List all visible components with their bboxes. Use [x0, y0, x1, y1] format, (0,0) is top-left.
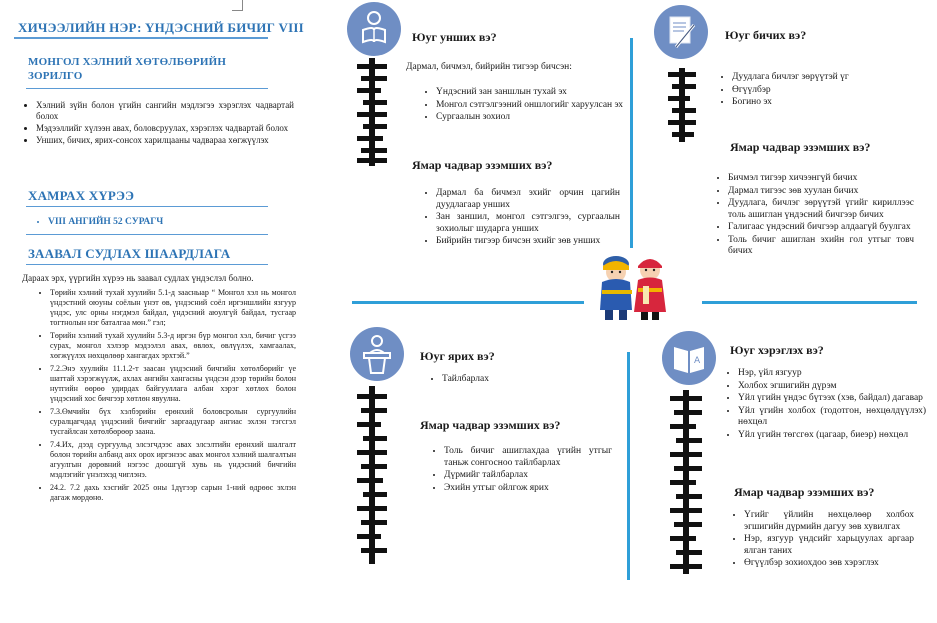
q1-title: Юуг унших вэ?: [412, 30, 497, 44]
list-item: • Зан заншил, монгол сэтгэлгээ, сургаалын зохиолыг шударга унших: [436, 212, 620, 235]
q3-title: Юуг ярих вэ?: [420, 349, 495, 363]
list-item: • Үйл үгийн үндэс бүтээх (хэв, байдал) дагавар: [738, 393, 926, 405]
list-item: • Үндэсний зан заншлын тухай эх: [436, 87, 628, 99]
q2-title: Юуг бичих вэ?: [725, 28, 807, 42]
podium-icon: [350, 327, 404, 381]
list-item: • Дармал ба бичмэл эхийг орчин цагийн дуудлагаар унших: [436, 188, 620, 211]
q4-list: [722, 368, 926, 442]
list-item: • 24.2. 7.2 дахь хэсгийг 2025 оны 1дүгээр сарын 1-ний өдрөөс эхлэн дагаж мөрдөнө.: [50, 483, 296, 503]
list-item: • Галигаас үндэсний бичгээр алдаагүй буулгах: [728, 222, 914, 234]
section1-rule: [26, 88, 268, 89]
list-item: • Эхийн утгыг ойлгож ярих: [444, 483, 612, 495]
q3-skills-title: Ямар чадвар эзэмших вэ?: [420, 418, 561, 432]
left-column: [14, 0, 304, 623]
list-item: • Дармал тигээс зөв хуулан бичих: [728, 186, 914, 198]
divider-horizontal-right: [702, 301, 917, 304]
section1-title: МОНГОЛ ХЭЛНИЙ ХӨТӨЛБӨРИЙН ЗОРИЛГО: [28, 56, 227, 82]
list-item: • Богино эх: [732, 97, 932, 109]
q1-list: [420, 87, 628, 125]
list-item: • Үгийг үйлийн нөхцөлөөр холбох эгшигийн дүрмийн дагуу зөв хувилгах: [744, 510, 914, 533]
divider-vertical-bottom: [627, 352, 630, 580]
list-item: • 7.3.Өмчийн бүх хэлбэрийн ерөнхий боловсролын сургуулийн суралцагчдад үндэсний бичгийг заргаадугаар ангиас эхлэн тэгсгэл тусгайлсан хөтөлбөрөөр заана.: [50, 407, 296, 437]
list-item: • Төрийн хэлний тухай хуулийн 5.1-д заасныар “ Монгол хэл нь монгол үндэстний оюуны соёлын үнэт өв, үндэсний соёл иргэншлийн язгуур үндэс, улс орны нэгдмэл байдал, үндэсний аюулгүй байдал, тусгаар тогтнолын нэг баталгаа мөн.” гэл;: [50, 288, 296, 328]
q3-skills-list: [428, 446, 612, 495]
list-item: • VIII АНГИЙН 52 СУРАГЧ: [48, 217, 278, 227]
mongol-script-decoration-4: [670, 390, 702, 574]
q4-title: Юуг хэрэглэх вэ?: [730, 343, 824, 357]
q2-skills-list: [712, 173, 914, 259]
list-item: • Хэлний зүйн болон үгийн сангийн мэдлэгээ хэрэглэх чадвартай болох: [36, 100, 294, 122]
list-item: • Толь бичиг ашиглахдаа үгийн утгыг таньж сонгосноо тайлбарлах: [444, 446, 612, 469]
list-item: • Тайлбарлах: [442, 374, 622, 386]
list-item: • Үйл үгийн холбох (тодотгон, нөхцөлдүүлэх) нөхцөл: [738, 406, 926, 429]
list-item: • Нэр, үйл язгуур: [738, 368, 926, 380]
writing-icon: [654, 5, 708, 59]
mongol-script-decoration-2: [668, 68, 696, 142]
section2-rule: [26, 206, 268, 207]
children-illustration: [592, 248, 674, 326]
q1-skills-title: Ямар чадвар эзэмших вэ?: [412, 158, 553, 172]
list-item: • Дуудлага бичлэг зөрүүтэй үг: [732, 72, 932, 84]
list-item: • 7.2.Энэ хуулийн 11.1.2-т заасан үндэсний бичгийн хөтөлбөрийг үе шаттай хэрэгжүүлж, ахлах ангийн хангасны үндсэн дээр төрийн болон нутгийн өөрөө удирдах байгууллага албан хэрэг хөтлөх болон үндэсний хос бичгээр хөтлөн явуулна.: [50, 364, 296, 404]
section2-title: ХАМРАХ ХҮРЭЭ: [28, 188, 135, 203]
list-item: • Өгүүлбэр: [732, 85, 932, 97]
list-item: • Үйл үгийн төгсгөх (цагаар, биеэр) нөхцөл: [738, 430, 926, 442]
main-title-rule: [14, 37, 268, 39]
section2-list: [32, 217, 278, 228]
list-item: • Толь бичиг ашиглан эхийн гол утгыг товч бичих: [728, 235, 914, 258]
list-item: • Унших, бичих, ярих-сонсох харилцааны чадвараа хөгжүүлэх: [36, 135, 294, 146]
list-item: • Мэдээллийг хүлээн авах, боловсруулах, хэрэглэх чадвартай болох: [36, 123, 294, 134]
divider-vertical-top: [630, 38, 633, 248]
section1-list: [20, 100, 294, 147]
q1-skills-list: [420, 188, 620, 249]
section2-bottom-rule: [26, 234, 268, 235]
svg-text:A: A: [694, 356, 701, 366]
q1-intro: Дармал, бичмэл, бийрийн тигээр бичсэн:: [406, 62, 572, 72]
q2-skills-title: Ямар чадвар эзэмших вэ?: [730, 140, 871, 154]
list-item: • Нэр, язгуур үндсийг харьцуулах аргаар ялган таних: [744, 534, 914, 557]
list-item: • Бичмэл тигээр хичээнгүй бичих: [728, 173, 914, 185]
list-item: • Монгол сэтгэлгээний оншлогийг харуулсан эх: [436, 100, 628, 112]
divider-horizontal-left: [352, 301, 584, 304]
list-item: • 7.4.Их, дээд сургуульд элсэгчдээс авах элсэлтийн ерөнхий шалгалт болон төрийн албанд анх орох иргэнээс авах монгол хэлний шалгалтын агуулгын дөрөвний нэгээс доошгүй хувь нь үндэсний бичгийн мэдлэгийг үнэлэхэд чиглэнэ.: [50, 440, 296, 480]
list-item: • Өгүүлбэр зохиохдоо зөв хэрэглэх: [744, 558, 914, 570]
section3-rule: [26, 264, 268, 265]
list-item: • Бийрийн тигээр бичсэн эхийг зөв унших: [436, 236, 620, 248]
q4-skills-title: Ямар чадвар эзэмших вэ?: [734, 485, 875, 499]
list-item: • Сургаалын зохиол: [436, 112, 628, 124]
main-title: ХИЧЭЭЛИЙН НЭР: ҮНДЭСНИЙ БИЧИГ VIII: [18, 20, 304, 35]
list-item: • Дүрмийг тайлбарлах: [444, 470, 612, 482]
mongol-script-decoration-1: [357, 58, 387, 166]
section3-list: [34, 288, 296, 504]
page-corner-mark: [232, 0, 243, 11]
mongol-script-decoration-3: [357, 386, 387, 564]
q3-list: [426, 374, 622, 387]
book-icon: [662, 331, 716, 385]
section3-title: ЗААВАЛ СУДЛАХ ШААРДЛАГА: [28, 246, 231, 261]
list-item: • Төрийн хэлний тухай хуулийн 5.3-д иргэн бүр монгол хэл, бичиг үсгээ сурах, монгол хэлээр мэдээлэл авах, өвлөх, өвлүүлэх, хамгаалах, хөгжүүлэх нөхцөлөөр хангагдах эрхтэй.”: [50, 331, 296, 361]
section3-intro: Дараах эрх, үүргийн хүрээ нь заавал судлах үндэслэл болно.: [22, 273, 254, 283]
list-item: • Дуудлага, бичлэг зөрүүтэй үгийг кириллээс толь ашиглан үндэсний бичгээр бичих: [728, 198, 914, 221]
q4-skills-list: [728, 510, 914, 571]
q2-list: [716, 72, 932, 110]
reader-icon: [347, 2, 401, 56]
list-item: • Холбох эгшигийн дүрэм: [738, 381, 926, 393]
